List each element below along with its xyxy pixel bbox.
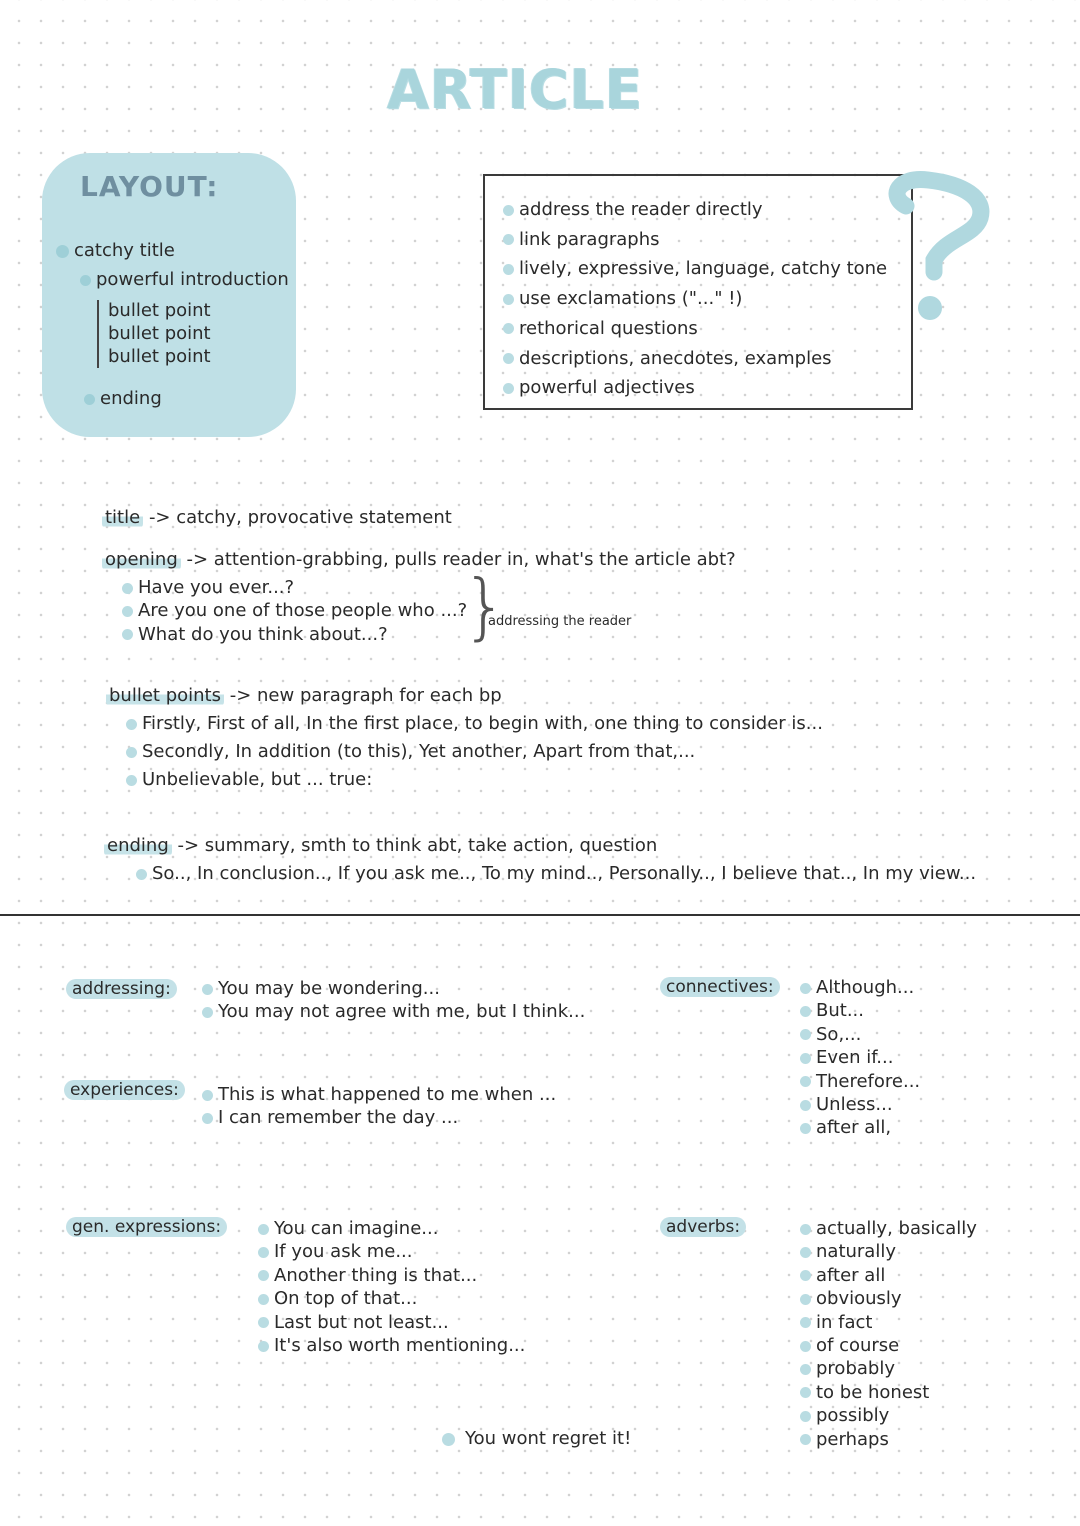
list-item: Another thing is that...	[258, 1264, 525, 1287]
list-item: probably	[800, 1357, 977, 1380]
gen-expressions-list	[258, 1217, 525, 1357]
list-item: Firstly, First of all, In the first place, to begin with, one thing to consider is...	[126, 710, 823, 738]
ending-item: So.., In conclusion.., If you ask me.., To my mind.., Personally.., I believe that.., In my view...	[136, 863, 976, 884]
brace-note: addressing the reader	[488, 614, 632, 629]
list-item: of course	[800, 1334, 977, 1357]
connectives-list	[800, 976, 920, 1140]
list-item: I can remember the day ...	[202, 1106, 556, 1129]
structure-title-row: title -> catchy, provocative statement	[102, 507, 452, 528]
tips-list	[503, 195, 887, 403]
opening-list	[122, 576, 467, 646]
structure-title-label: title	[102, 507, 143, 528]
list-item: after all	[800, 1264, 977, 1287]
list-item: Unless...	[800, 1093, 920, 1116]
tip-item: link paragraphs	[503, 225, 887, 255]
tip-item: powerful adjectives	[503, 373, 887, 403]
tip-item: lively, expressive, language, catchy tone	[503, 254, 887, 284]
list-item: Have you ever...?	[122, 576, 467, 599]
list-item: This is what happened to me when ...	[202, 1083, 556, 1106]
list-item: So,...	[800, 1023, 920, 1046]
list-item: It's also worth mentioning...	[258, 1334, 525, 1357]
adverbs-list	[800, 1217, 977, 1451]
list-item: You may not agree with me, but I think...	[202, 1000, 585, 1023]
list-item: in fact	[800, 1311, 977, 1334]
list-item: If you ask me...	[258, 1240, 525, 1263]
section-divider	[0, 914, 1080, 916]
structure-opening-row: opening -> attention-grabbing, pulls reader in, what's the article abt?	[102, 549, 736, 570]
bullet-dot	[80, 275, 91, 286]
list-item: after all,	[800, 1116, 920, 1139]
layout-item-bp1: bullet point	[108, 300, 211, 321]
layout-item-catchy: catchy title	[56, 240, 175, 261]
question-mark-icon	[868, 168, 998, 328]
structure-bullets-label: bullet points	[106, 685, 224, 706]
addressing-label: addressing:	[66, 979, 177, 999]
list-item: to be honest	[800, 1381, 977, 1404]
list-item: actually, basically	[800, 1217, 977, 1240]
list-item: Even if...	[800, 1046, 920, 1069]
tip-item: descriptions, anecdotes, examples	[503, 344, 887, 374]
tip-item: rethorical questions	[503, 314, 887, 344]
brace-icon: }	[462, 564, 508, 648]
list-item: On top of that...	[258, 1287, 525, 1310]
layout-item-ending: ending	[84, 388, 162, 409]
list-item: Secondly, In addition (to this), Yet another, Apart from that,...	[126, 738, 823, 766]
closing-line: You wont regret it!	[442, 1428, 631, 1449]
layout-item-bp2: bullet point	[108, 323, 211, 344]
list-item: But...	[800, 999, 920, 1022]
list-item: You may be wondering...	[202, 977, 585, 1000]
structure-ending-label: ending	[104, 835, 172, 856]
bullets-list	[126, 710, 823, 794]
list-item: obviously	[800, 1287, 977, 1310]
list-item: You can imagine...	[258, 1217, 525, 1240]
layout-heading: LAYOUT:	[80, 170, 219, 203]
list-item: What do you think about...?	[122, 623, 467, 646]
tip-item: address the reader directly	[503, 195, 887, 225]
bullet-dot	[84, 394, 95, 405]
connectives-label: connectives:	[660, 977, 780, 997]
adverbs-label: adverbs:	[660, 1217, 746, 1237]
layout-item-bp3: bullet point	[108, 346, 211, 367]
list-item: Although...	[800, 976, 920, 999]
gen-expressions-label: gen. expressions:	[66, 1217, 227, 1237]
list-item: Therefore...	[800, 1070, 920, 1093]
list-item: perhaps	[800, 1428, 977, 1451]
page-title: ARTICLE	[387, 58, 643, 121]
tip-item: use exclamations ("..." !)	[503, 284, 887, 314]
experiences-label: experiences:	[64, 1080, 185, 1100]
list-item: naturally	[800, 1240, 977, 1263]
addressing-list	[202, 977, 585, 1024]
list-item: Last but not least...	[258, 1311, 525, 1334]
list-item: Are you one of those people who ...?	[122, 599, 467, 622]
list-item: possibly	[800, 1404, 977, 1427]
experiences-list	[202, 1083, 556, 1130]
list-item: Unbelievable, but ... true:	[126, 766, 823, 794]
layout-subbar	[97, 300, 99, 368]
layout-item-intro: powerful introduction	[80, 269, 289, 290]
structure-opening-label: opening	[102, 549, 181, 570]
structure-ending-row: ending -> summary, smth to think abt, take action, question	[104, 835, 657, 856]
bullet-dot	[56, 245, 69, 258]
structure-bullets-row: bullet points -> new paragraph for each bp	[106, 685, 502, 706]
